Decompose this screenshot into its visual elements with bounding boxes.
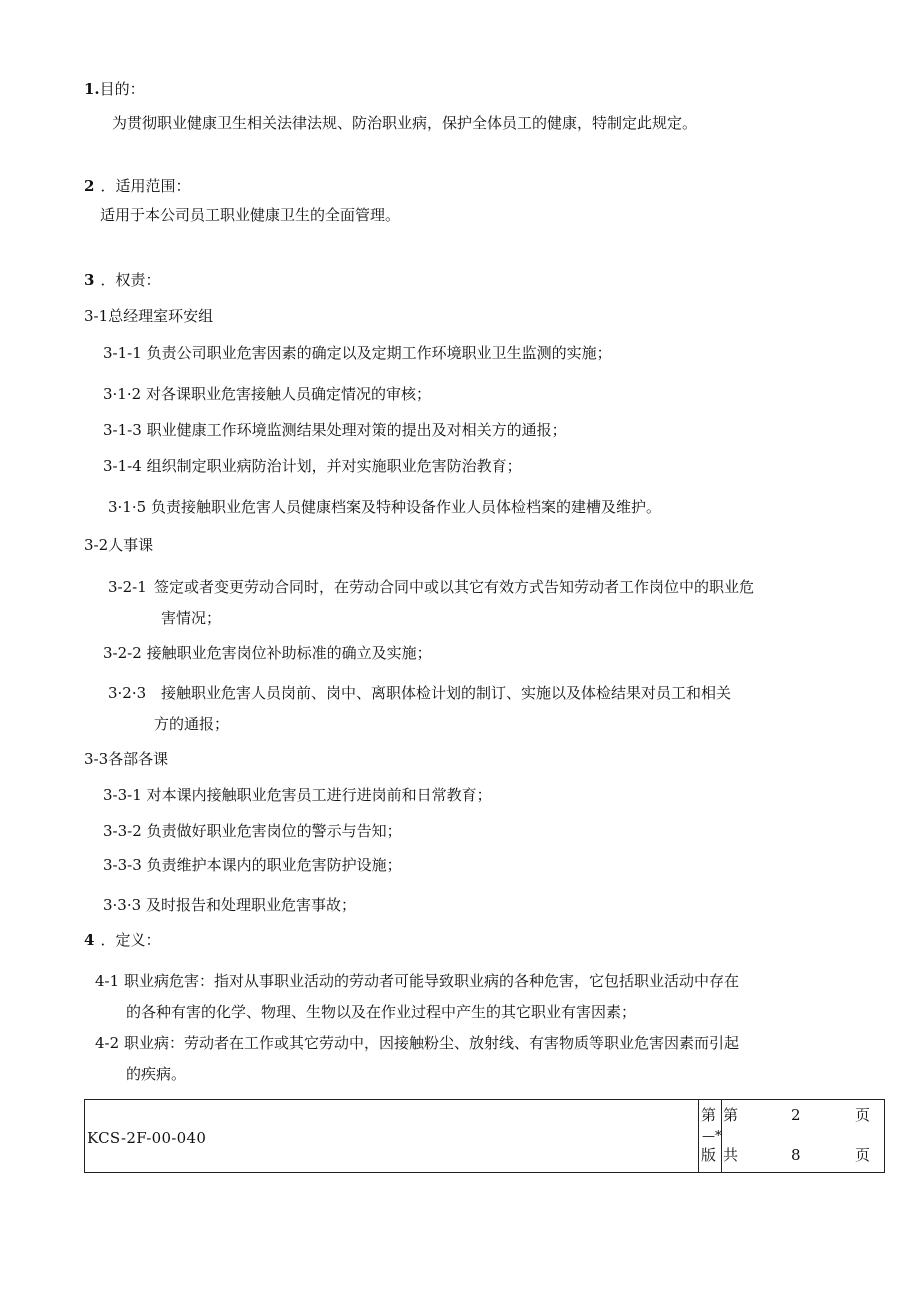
item-text: 负责维护本课内的职业危害防护设施； bbox=[146, 856, 402, 874]
section-1-number: 1. bbox=[84, 80, 100, 98]
section-3-number: 3 bbox=[84, 271, 95, 289]
item-text-line-1: 接触职业危害人员岗前、岗中、离职体检计划的制订、实施以及体检结果对员工和相关 bbox=[161, 684, 732, 702]
edition-label-top: 第 bbox=[701, 1106, 717, 1124]
item-number: 3·3·3 bbox=[103, 896, 142, 914]
page-number: 2 bbox=[791, 1106, 801, 1124]
item-text: 负责公司职业危害因素的确定以及定期工作环境职业卫生监测的实施； bbox=[146, 344, 612, 362]
item-text-line-2: 害情况； bbox=[161, 609, 222, 627]
item-number: 3·1·2 bbox=[103, 385, 142, 403]
section-1-heading bbox=[84, 79, 145, 99]
definition-number: 4-1 bbox=[95, 972, 120, 990]
footer-table bbox=[84, 1099, 885, 1173]
definition-4-1 bbox=[95, 971, 890, 1023]
definition-number: 4-2 bbox=[95, 1034, 120, 1052]
section-2-body: 适用于本公司员工职业健康卫生的全面管理。 bbox=[100, 206, 401, 224]
subsection-3-3-heading: 3-3各部各课 bbox=[84, 750, 169, 768]
definition-4-2 bbox=[95, 1033, 890, 1085]
total-suffix: 页 bbox=[855, 1146, 871, 1164]
page-prefix: 第 bbox=[723, 1106, 739, 1124]
definition-text-line-2: 的各种有害的化学、物理、生物以及在作业过程中产生的其它职业有害因素； bbox=[126, 1003, 637, 1021]
item-3-2-3 bbox=[108, 683, 888, 735]
item-number: 3-3-1 bbox=[103, 786, 142, 804]
section-4-number: 4 bbox=[84, 931, 95, 949]
item-number: 3·2·3 bbox=[108, 684, 147, 702]
item-3-2-1 bbox=[108, 577, 888, 629]
total-pages: 8 bbox=[791, 1146, 801, 1164]
item-number: 3·1·5 bbox=[108, 498, 147, 516]
edition-label-bottom: 版 bbox=[701, 1146, 717, 1164]
item-text-line-2: 方的通报； bbox=[154, 715, 230, 733]
section-3-title: ．权责： bbox=[100, 271, 161, 289]
section-2-title: ．适用范围： bbox=[100, 177, 191, 195]
item-3-1-1 bbox=[103, 343, 612, 363]
edition-label-mid: —* bbox=[702, 1129, 722, 1144]
item-number: 3-1-4 bbox=[103, 457, 142, 475]
item-number: 3-3-2 bbox=[103, 822, 142, 840]
item-3-1-3 bbox=[103, 420, 567, 440]
definition-text-line-1: 职业病危害：指对从事职业活动的劳动者可能导致职业病的各种危害，它包括职业活动中存在 bbox=[124, 972, 740, 990]
item-number: 3-2-1 bbox=[108, 578, 147, 596]
section-2-number: 2 bbox=[84, 177, 95, 195]
section-2-heading bbox=[84, 176, 190, 196]
item-3-1-4 bbox=[103, 456, 522, 476]
item-number: 3-1-3 bbox=[103, 421, 142, 439]
item-text: 对本课内接触职业危害员工进行进岗前和日常教育； bbox=[146, 786, 492, 804]
item-text: 接触职业危害岗位补助标准的确立及实施； bbox=[146, 644, 432, 662]
item-3-3-1 bbox=[103, 785, 492, 805]
page-suffix: 页 bbox=[855, 1106, 871, 1124]
total-prefix: 共 bbox=[723, 1146, 739, 1164]
item-3-1-2 bbox=[103, 384, 431, 404]
section-3-heading bbox=[84, 270, 160, 290]
item-text: 组织制定职业病防治计划，并对实施职业危害防治教育； bbox=[146, 457, 522, 475]
footer-divider bbox=[698, 1100, 699, 1172]
item-number: 3-3-3 bbox=[103, 856, 142, 874]
definition-text-line-2: 的疾病。 bbox=[126, 1065, 187, 1083]
item-3-3-2 bbox=[103, 821, 402, 841]
item-number: 3-2-2 bbox=[103, 644, 142, 662]
item-text: 负责接触职业危害人员健康档案及特种设备作业人员体检档案的建槽及维护。 bbox=[150, 498, 661, 516]
section-4-heading bbox=[84, 930, 160, 950]
subsection-3-1-heading: 3-1总经理室环安组 bbox=[84, 307, 214, 325]
item-number: 3-1-1 bbox=[103, 344, 142, 362]
item-text: 及时报告和处理职业危害事故； bbox=[145, 896, 356, 914]
item-text: 负责做好职业危害岗位的警示与告知； bbox=[146, 822, 402, 840]
document-code: KCS-2F-00-040 bbox=[87, 1129, 207, 1147]
item-text-line-1: 签定或者变更劳动合同时，在劳动合同中或以其它有效方式告知劳动者工作岗位中的职业危 bbox=[154, 578, 755, 596]
item-3-2-2 bbox=[103, 643, 432, 663]
section-1-body: 为贯彻职业健康卫生相关法律法规、防治职业病，保护全体员工的健康，特制定此规定。 bbox=[112, 114, 698, 132]
subsection-3-2-heading: 3-2人事课 bbox=[84, 536, 154, 554]
definition-text-line-1: 职业病：劳动者在工作或其它劳动中，因接触粉尘、放射线、有害物质等职业危害因素而引起 bbox=[124, 1034, 740, 1052]
item-3-3-3 bbox=[103, 855, 402, 875]
item-text: 职业健康工作环境监测结果处理对策的提出及对相关方的通报； bbox=[146, 421, 567, 439]
item-3-3-4 bbox=[103, 895, 356, 915]
item-3-1-5 bbox=[108, 497, 661, 517]
section-1-title: 目的： bbox=[99, 80, 145, 98]
item-text: 对各课职业危害接触人员确定情况的审核； bbox=[145, 385, 431, 403]
section-4-title: ．定义： bbox=[100, 931, 161, 949]
